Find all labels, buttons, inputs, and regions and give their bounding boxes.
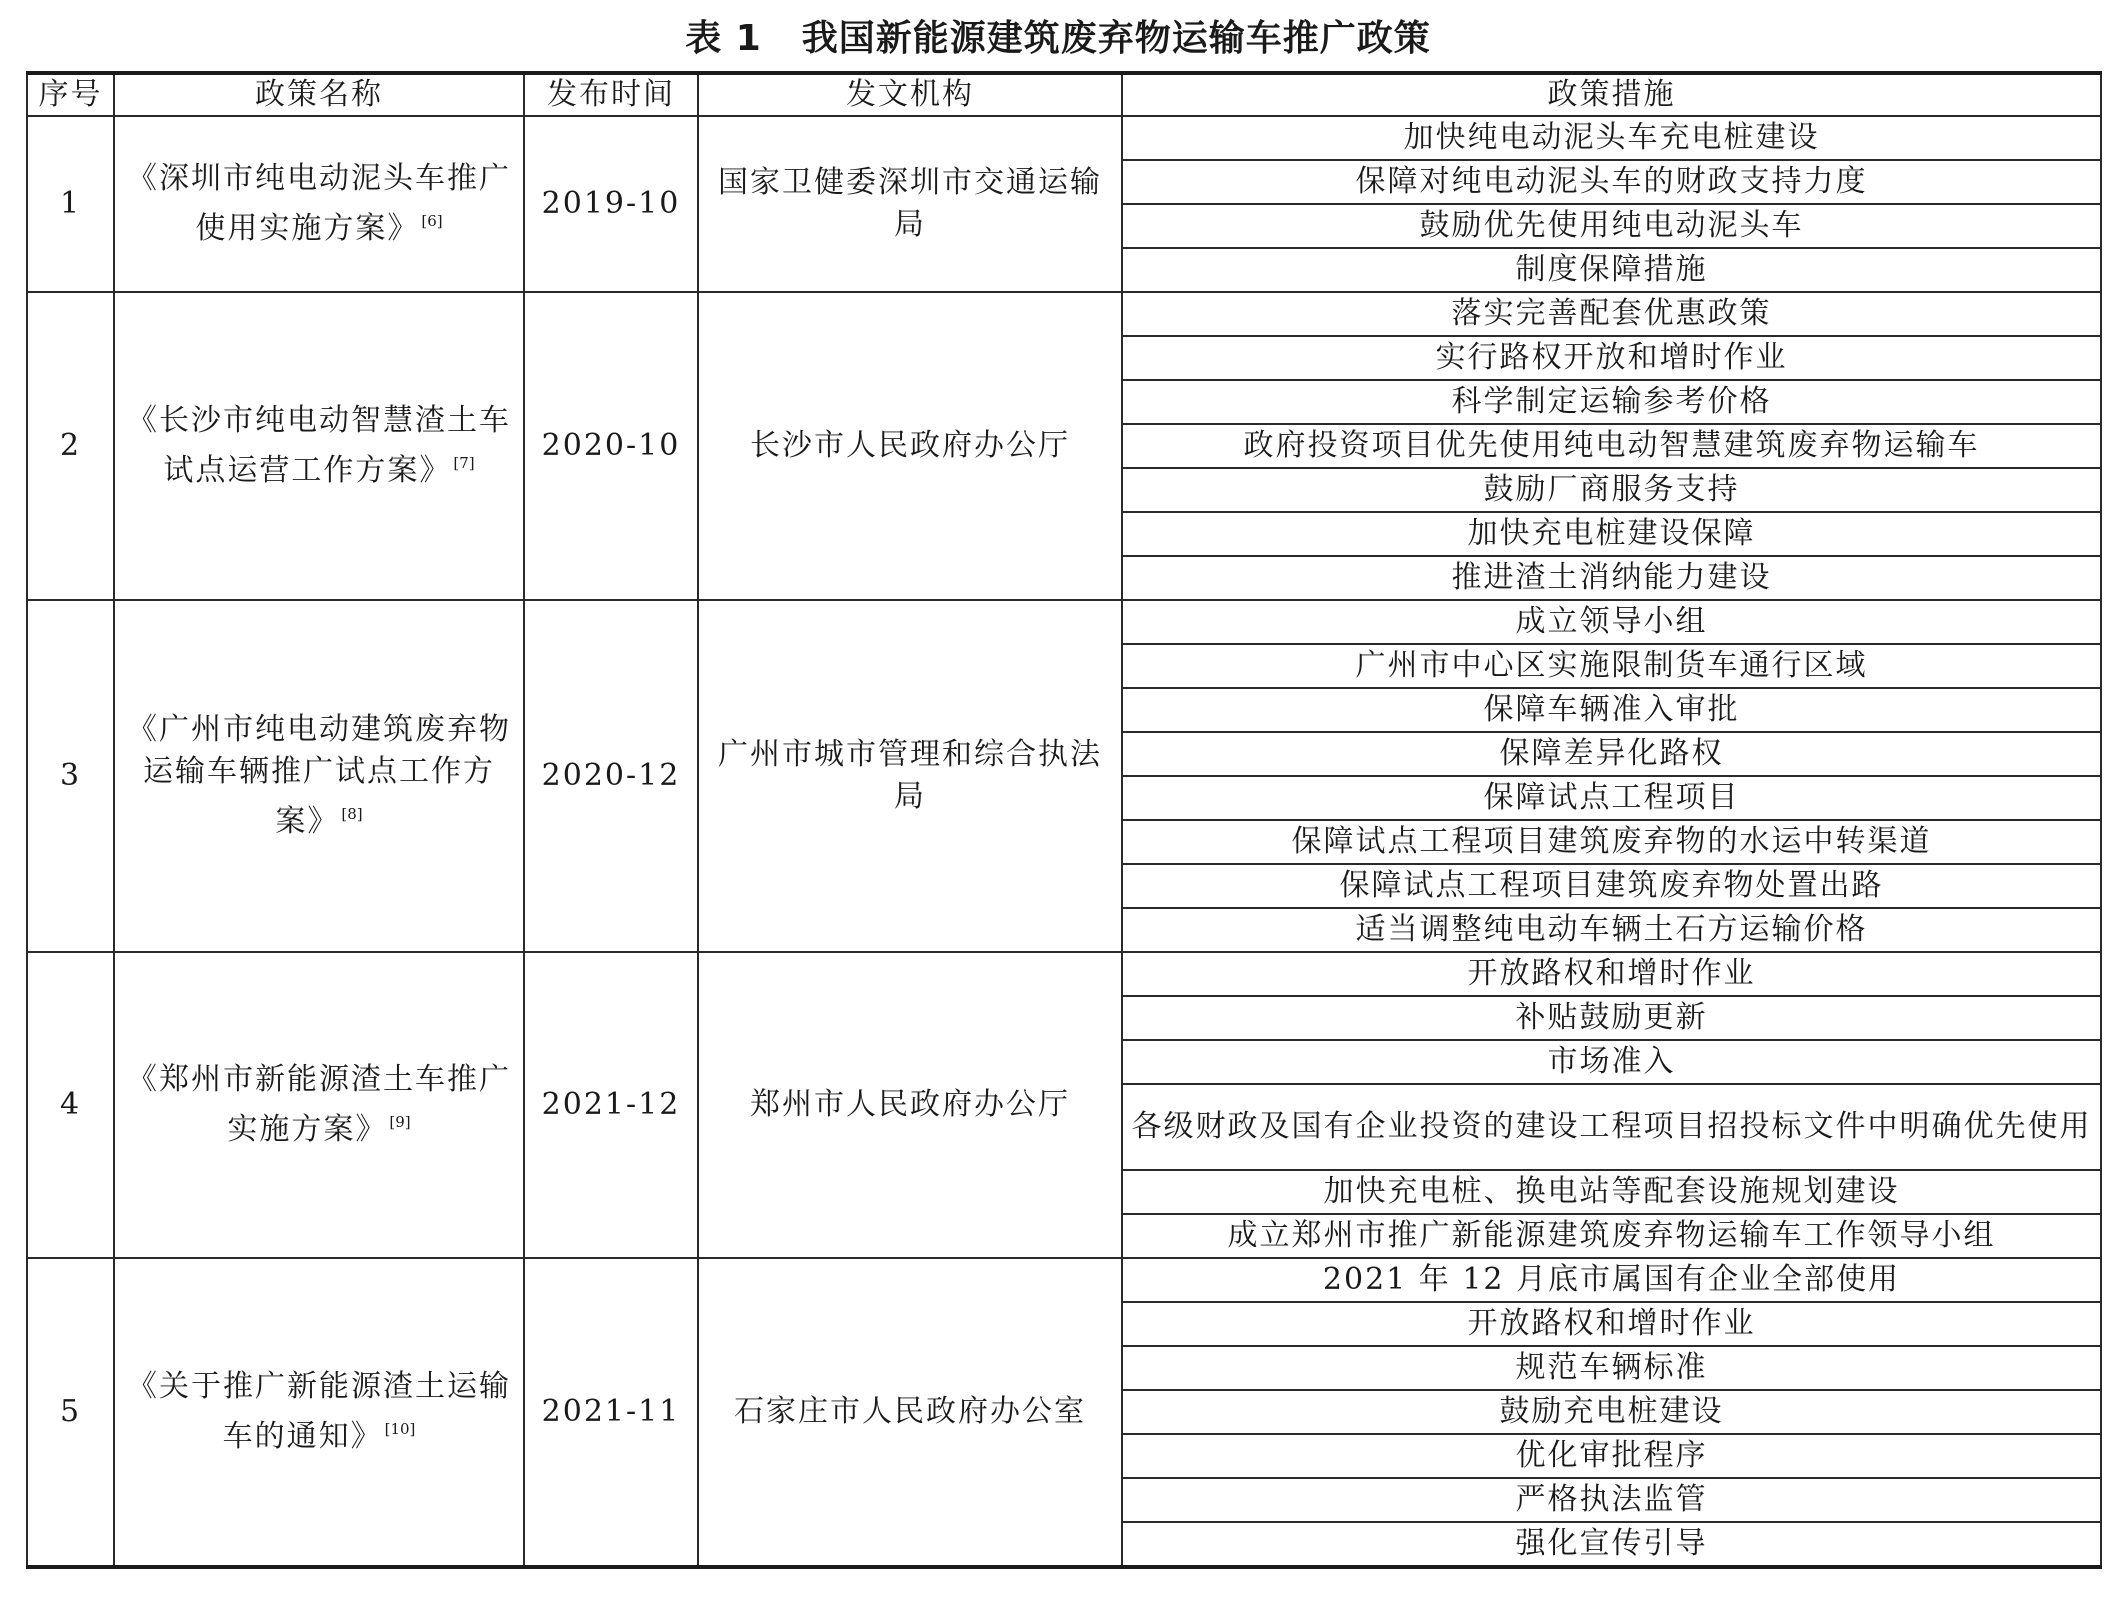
header-row [27,73,2101,116]
measure-item: 推进渣土消纳能力建设 [1122,556,2101,600]
measure-item: 保障试点工程项目建筑废弃物的水运中转渠道 [1122,820,2101,864]
measure-item: 加快充电桩、换电站等配套设施规划建设 [1122,1170,2101,1214]
measure-item: 实行路权开放和增时作业 [1122,336,2101,380]
measure-item: 保障对纯电动泥头车的财政支持力度 [1122,160,2101,204]
measure-item: 保障试点工程项目 [1122,776,2101,820]
measure-item: 规范车辆标准 [1122,1346,2101,1390]
table-row [27,600,2101,644]
policy-name: 《深圳市纯电动泥头车推广使用实施方案》 [127,161,511,246]
row-number: 2 [27,292,114,600]
measure-item: 成立郑州市推广新能源建筑废弃物运输车工作领导小组 [1122,1214,2101,1258]
measure-item: 市场准入 [1122,1040,2101,1084]
row-number: 3 [27,600,114,952]
row-number: 5 [27,1258,114,1567]
policy-name-cell [114,1258,524,1567]
measure-item: 优化审批程序 [1122,1434,2101,1478]
header-cell-org: 发文机构 [698,73,1122,116]
measure-item: 政府投资项目优先使用纯电动智慧建筑废弃物运输车 [1122,424,2101,468]
measure-item: 鼓励充电桩建设 [1122,1390,2101,1434]
policy-name: 《长沙市纯电动智慧渣土车试点运营工作方案》 [127,403,511,488]
measure-item: 开放路权和增时作业 [1122,952,2101,996]
measure-item: 鼓励厂商服务支持 [1122,468,2101,512]
policy-table [26,71,2102,1569]
table-row [27,1258,2101,1302]
measure-item: 2021 年 12 月底市属国有企业全部使用 [1122,1258,2101,1302]
header-cell-measures: 政策措施 [1122,73,2101,116]
header-cell-name: 政策名称 [114,73,524,116]
policy-name-cell [114,116,524,292]
measure-item: 严格执法监管 [1122,1478,2101,1522]
issuing-org: 石家庄市人民政府办公室 [698,1258,1122,1567]
measure-item: 保障试点工程项目建筑废弃物处置出路 [1122,864,2101,908]
issuing-org: 国家卫健委深圳市交通运输局 [698,116,1122,292]
table-title: 我国新能源建筑废弃物运输车推广政策 [801,17,1431,59]
policy-name-cell [114,952,524,1258]
policy-name: 《广州市纯电动建筑废弃物运输车辆推广试点工作方案》 [127,712,511,839]
citation-ref: [6] [421,212,443,230]
issuing-org: 长沙市人民政府办公厅 [698,292,1122,600]
policy-name: 《关于推广新能源渣土运输车的通知》 [127,1369,511,1454]
row-number: 4 [27,952,114,1258]
citation-ref: [8] [341,805,363,823]
table-row [27,116,2101,160]
table-caption [0,0,2116,70]
measure-item: 制度保障措施 [1122,248,2101,292]
publish-date: 2019-10 [524,116,698,292]
issuing-org: 郑州市人民政府办公厅 [698,952,1122,1258]
table-label: 表 1 [685,17,762,59]
measure-item: 保障差异化路权 [1122,732,2101,776]
citation-ref: [9] [389,1113,411,1131]
table-row [27,952,2101,996]
citation-ref: [10] [384,1420,416,1438]
measure-item: 适当调整纯电动车辆土石方运输价格 [1122,908,2101,952]
measure-item: 鼓励优先使用纯电动泥头车 [1122,204,2101,248]
measure-item: 开放路权和增时作业 [1122,1302,2101,1346]
table-row [27,292,2101,336]
measure-item: 强化宣传引导 [1122,1522,2101,1567]
measure-item: 补贴鼓励更新 [1122,996,2101,1040]
row-number: 1 [27,116,114,292]
measure-item: 落实完善配套优惠政策 [1122,292,2101,336]
policy-name: 《郑州市新能源渣土车推广实施方案》 [127,1062,511,1147]
header-cell-date: 发布时间 [524,73,698,116]
policy-name-cell [114,292,524,600]
measure-item: 各级财政及国有企业投资的建设工程项目招投标文件中明确优先使用 [1122,1084,2101,1170]
measure-item: 加快充电桩建设保障 [1122,512,2101,556]
publish-date: 2021-12 [524,952,698,1258]
publish-date: 2020-10 [524,292,698,600]
policy-name-cell [114,600,524,952]
measure-item: 保障车辆准入审批 [1122,688,2101,732]
header-cell-no: 序号 [27,73,114,116]
measure-item: 加快纯电动泥头车充电桩建设 [1122,116,2101,160]
publish-date: 2021-11 [524,1258,698,1567]
measure-item: 科学制定运输参考价格 [1122,380,2101,424]
citation-ref: [7] [453,454,475,472]
issuing-org: 广州市城市管理和综合执法局 [698,600,1122,952]
measure-item: 广州市中心区实施限制货车通行区域 [1122,644,2101,688]
publish-date: 2020-12 [524,600,698,952]
measure-item: 成立领导小组 [1122,600,2101,644]
